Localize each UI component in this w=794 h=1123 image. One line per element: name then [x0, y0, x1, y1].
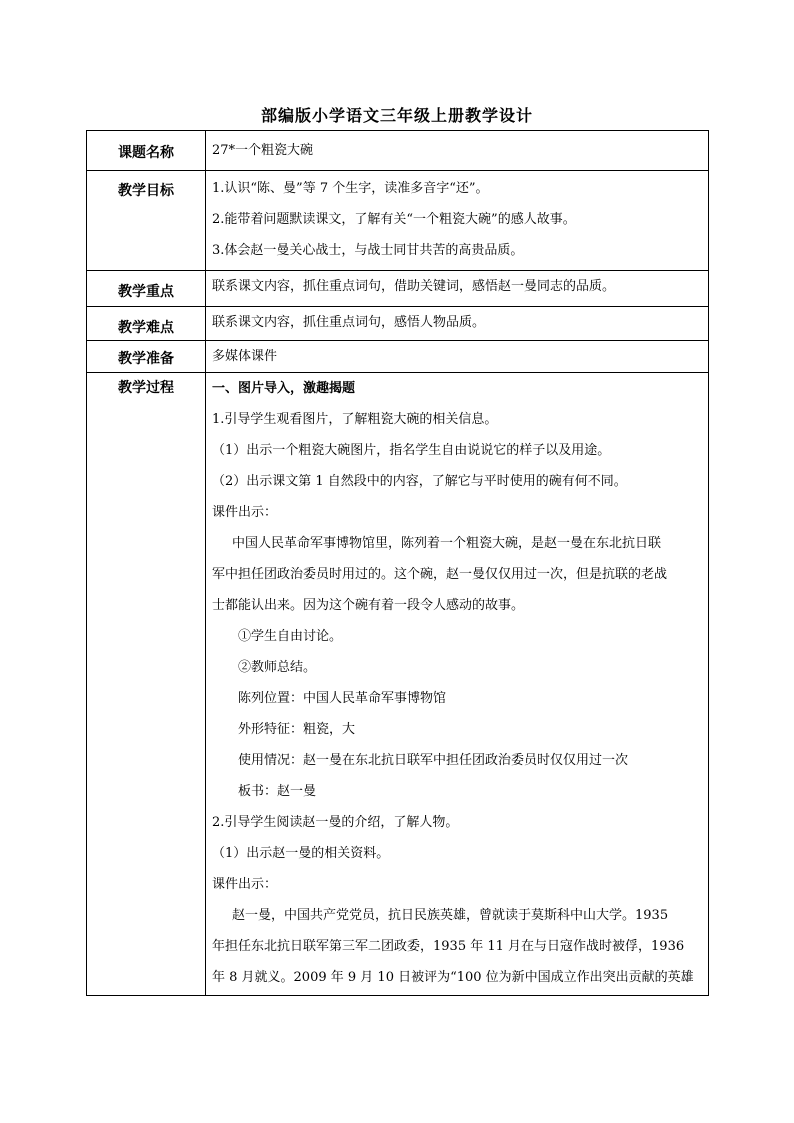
- cell-process: [206, 373, 709, 996]
- process-line: 板书：赵一曼: [238, 784, 317, 799]
- row-difficulties: [87, 307, 709, 341]
- process-line: 年担任东北抗日联军第三军二团政委，1935 年 11 月在与日寇作战时被俘，1936: [212, 939, 685, 954]
- process-line: 外形特征：粗瓷，大: [238, 722, 356, 737]
- topic-text: 27*一个粗瓷大碗: [212, 143, 314, 158]
- label-key-points: [87, 271, 206, 307]
- label-difficulties: [87, 307, 206, 341]
- row-key-points: [87, 271, 709, 307]
- goal-line: 2.能带着问题默读课文，了解有关“一个粗瓷大碗”的感人故事。: [212, 212, 576, 227]
- process-line: 赵一曼，中国共产党党员，抗日民族英雄，曾就读于莫斯科中山大学。1935: [232, 908, 669, 923]
- cell-topic: [206, 131, 709, 171]
- label-preparation: [87, 341, 206, 373]
- process-line: 2.引导学生阅读赵一曼的介绍，了解人物。: [212, 815, 459, 830]
- process-line: （2）出示课文第 1 自然段中的内容，了解它与平时使用的碗有何不同。: [212, 474, 627, 489]
- process-line: 使用情况：赵一曼在东北抗日联军中担任团政治委员时仅仅用过一次: [238, 753, 629, 768]
- row-topic: [87, 131, 709, 171]
- label-process: [87, 373, 206, 996]
- process-line: 军中担任团政治委员时用过的。这个碗，赵一曼仅仅用过一次，但是抗联的老战: [212, 567, 668, 582]
- key-points-text: 联系课文内容，抓住重点词句，借助关键词，感悟赵一曼同志的品质。: [212, 279, 616, 294]
- document-title: 部编版小学语文三年级上册教学设计: [260, 106, 533, 125]
- process-line: 1.引导学生观看图片，了解粗瓷大碗的相关信息。: [212, 412, 498, 427]
- process-line: （1）出示一个粗瓷大碗图片，指名学生自由说说它的样子以及用途。: [212, 443, 611, 458]
- process-line: ①学生自由讨论。: [238, 629, 343, 644]
- process-line: 士都能认出来。因为这个碗有着一段令人感动的故事。: [212, 598, 525, 613]
- process-heading: 一、图片导入，激趣揭题: [212, 381, 356, 396]
- process-line: 课件出示：: [212, 877, 278, 892]
- cell-difficulties: [206, 307, 709, 341]
- label-key-points-text: 教学重点: [118, 284, 174, 300]
- label-preparation-text: 教学准备: [118, 351, 174, 367]
- label-difficulties-text: 教学难点: [118, 320, 174, 336]
- label-topic-text: 课题名称: [118, 145, 174, 161]
- process-line: （1）出示赵一曼的相关资料。: [212, 846, 390, 861]
- lesson-plan-table: [86, 130, 709, 996]
- cell-preparation: [206, 341, 709, 373]
- process-line: 陈列位置：中国人民革命军事博物馆: [238, 691, 447, 706]
- process-line: 年 8 月就义。2009 年 9 月 10 日被评为“100 位为新中国成立作出突出贡献的英雄: [212, 970, 694, 985]
- label-goals-text: 教学目标: [118, 183, 174, 199]
- cell-key-points: [206, 271, 709, 307]
- cell-goals: [206, 171, 709, 271]
- label-topic: [87, 131, 206, 171]
- row-goals: [87, 171, 709, 271]
- preparation-text: 多媒体课件: [212, 349, 278, 364]
- label-process-text: 教学过程: [118, 380, 174, 396]
- goal-line: 3.体会赵一曼关心战士，与战士同甘共苦的高贵品质。: [212, 243, 524, 258]
- process-line: 中国人民革命军事博物馆里，陈列着一个粗瓷大碗，是赵一曼在东北抗日联: [232, 536, 662, 551]
- row-process: [87, 373, 709, 996]
- label-goals: [87, 171, 206, 271]
- goal-line: 1.认识“陈、曼”等 7 个生字，读准多音字“还”。: [212, 181, 489, 196]
- process-line: 课件出示：: [212, 505, 278, 520]
- row-preparation: [87, 341, 709, 373]
- process-line: ②教师总结。: [238, 660, 317, 675]
- difficulties-text: 联系课文内容，抓住重点词句，感悟人物品质。: [212, 315, 486, 330]
